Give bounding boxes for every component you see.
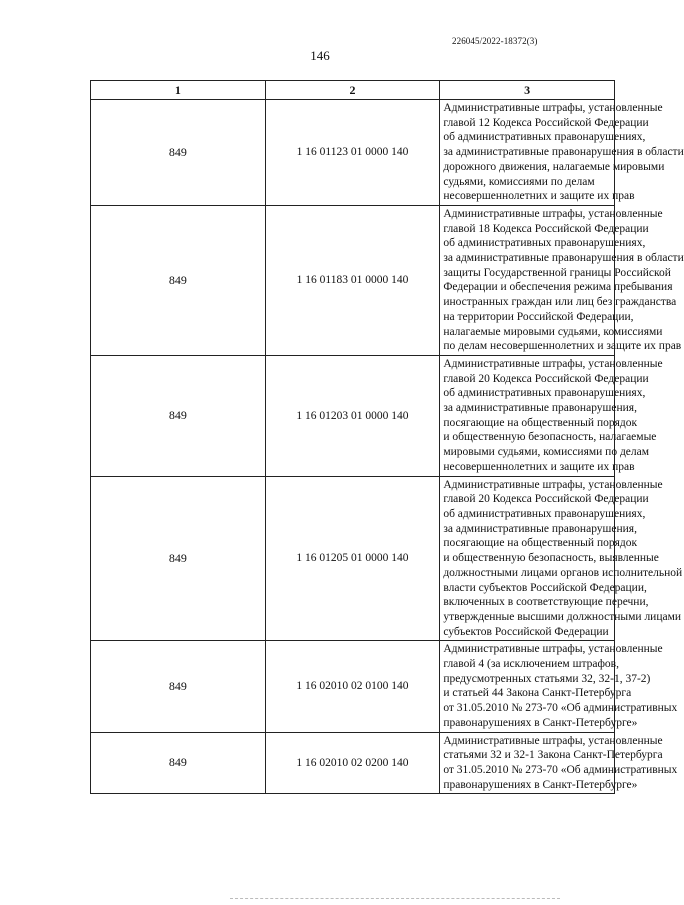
description-line: посягающие на общественный порядок	[443, 416, 638, 429]
column-header-2: 2	[265, 81, 440, 100]
scan-edge-marks	[230, 898, 560, 902]
description-line: налагаемые мировыми судьями, комиссиями	[443, 325, 663, 338]
description-line: по делам несовершеннолетних и защите их прав	[443, 340, 682, 353]
revenue-description-cell	[440, 476, 683, 641]
admin-code-cell: 849	[91, 476, 266, 641]
description-line: правонарушениях в Санкт-Петербурге»	[443, 778, 638, 791]
description-line: и общественную безопасность, налагаемые	[443, 431, 657, 444]
description-line: защиты Государственной границы Российской	[443, 266, 671, 279]
description-line: от 31.05.2010 № 273-70 «Об административных	[443, 763, 678, 776]
budget-codes-table	[90, 80, 684, 794]
description-line: несовершеннолетних и защите их прав	[443, 460, 635, 473]
table-row	[91, 100, 615, 206]
table-row	[91, 355, 615, 476]
description-line: за административные правонарушения,	[443, 402, 637, 415]
budget-classification-code-cell: 1 16 01205 01 0000 140	[265, 476, 440, 641]
description-line: главой 18 Кодекса Российской Федерации	[443, 222, 649, 235]
description-line: главой 20 Кодекса Российской Федерации	[443, 493, 649, 506]
table-body	[91, 100, 684, 794]
description-line: Административные штрафы, установленные	[443, 478, 663, 491]
budget-classification-code-cell: 1 16 02010 02 0200 140	[265, 732, 440, 794]
description-line: дорожного движения, налагаемые мировыми	[443, 160, 665, 173]
description-line: об административных правонарушениях,	[443, 237, 646, 250]
admin-code-cell: 849	[91, 205, 266, 355]
description-line: Административные штрафы, установленные	[443, 357, 663, 370]
budget-classification-code-cell: 1 16 02010 02 0100 140	[265, 641, 440, 732]
description-line: мировыми судьями, комиссиями по делам	[443, 446, 650, 459]
page-number: 146	[310, 48, 330, 63]
budget-classification-code-cell: 1 16 01203 01 0000 140	[265, 355, 440, 476]
description-line: главой 4 (за исключением штрафов,	[443, 658, 619, 671]
description-line: на территории Российской Федерации,	[443, 310, 634, 323]
description-line: и общественную безопасность, выявленные	[443, 552, 659, 565]
admin-code-cell: 849	[91, 100, 266, 206]
table-row	[91, 732, 615, 794]
admin-code-cell: 849	[91, 732, 266, 794]
revenue-description-cell	[440, 732, 678, 794]
table-row	[91, 205, 615, 355]
description-line: Административные штрафы, установленные	[443, 102, 663, 114]
table-row	[91, 641, 615, 732]
description-line: Административные штрафы, установленные	[443, 207, 663, 220]
description-line: Федерации и обеспечения режима пребывания	[443, 281, 673, 294]
admin-code-cell: 849	[91, 641, 266, 732]
description-line: об административных правонарушениях,	[443, 131, 646, 144]
description-line: за административные правонарушения в области	[443, 252, 684, 265]
budget-classification-code-cell: 1 16 01183 01 0000 140	[265, 205, 440, 355]
document-id: 226045/2022-18372(3)	[452, 36, 538, 46]
description-line: Административные штрафы, установленные	[443, 734, 663, 747]
description-line: предусмотренных статьями 32, 32-1, 37-2)	[443, 672, 651, 685]
description-line: за административные правонарушения,	[443, 522, 637, 535]
admin-code-cell: 849	[91, 355, 266, 476]
description-line: Административные штрафы, установленные	[443, 643, 663, 656]
description-line: от 31.05.2010 № 273-70 «Об административных	[443, 702, 678, 715]
description-line: иностранных граждан или лиц без гражданства	[443, 296, 677, 309]
description-line: главой 12 Кодекса Российской Федерации	[443, 116, 649, 129]
description-line: посягающие на общественный порядок	[443, 537, 638, 550]
revenue-description-cell	[440, 205, 684, 355]
column-header-3: 3	[440, 81, 615, 100]
budget-classification-code-cell: 1 16 01123 01 0000 140	[265, 100, 440, 206]
table-row	[91, 476, 615, 641]
column-header-1: 1	[91, 81, 266, 100]
description-line: об административных правонарушениях,	[443, 507, 646, 520]
description-line: статьями 32 и 32-1 Закона Санкт-Петербурга	[443, 749, 663, 762]
description-line: несовершеннолетних и защите их прав	[443, 190, 635, 203]
description-line: за административные правонарушения в области	[443, 146, 684, 159]
description-line: субъектов Российской Федерации	[443, 625, 609, 638]
revenue-description-cell	[440, 100, 684, 206]
description-line: включенных в соответствующие перечни,	[443, 596, 649, 609]
description-line: утвержденные высшими должностными лицами	[443, 610, 682, 623]
table-header-row	[91, 81, 615, 100]
revenue-description-cell	[440, 355, 663, 476]
description-line: правонарушениях в Санкт-Петербурге»	[443, 716, 638, 729]
description-line: должностными лицами органов исполнительной	[443, 566, 683, 579]
description-line: и статьей 44 Закона Санкт-Петербурга	[443, 687, 632, 700]
description-line: об административных правонарушениях,	[443, 387, 646, 400]
description-line: власти субъектов Российской Федерации,	[443, 581, 647, 594]
description-line: главой 20 Кодекса Российской Федерации	[443, 372, 649, 385]
description-line: судьями, комиссиями по делам	[443, 175, 595, 188]
revenue-description-cell	[440, 641, 678, 732]
